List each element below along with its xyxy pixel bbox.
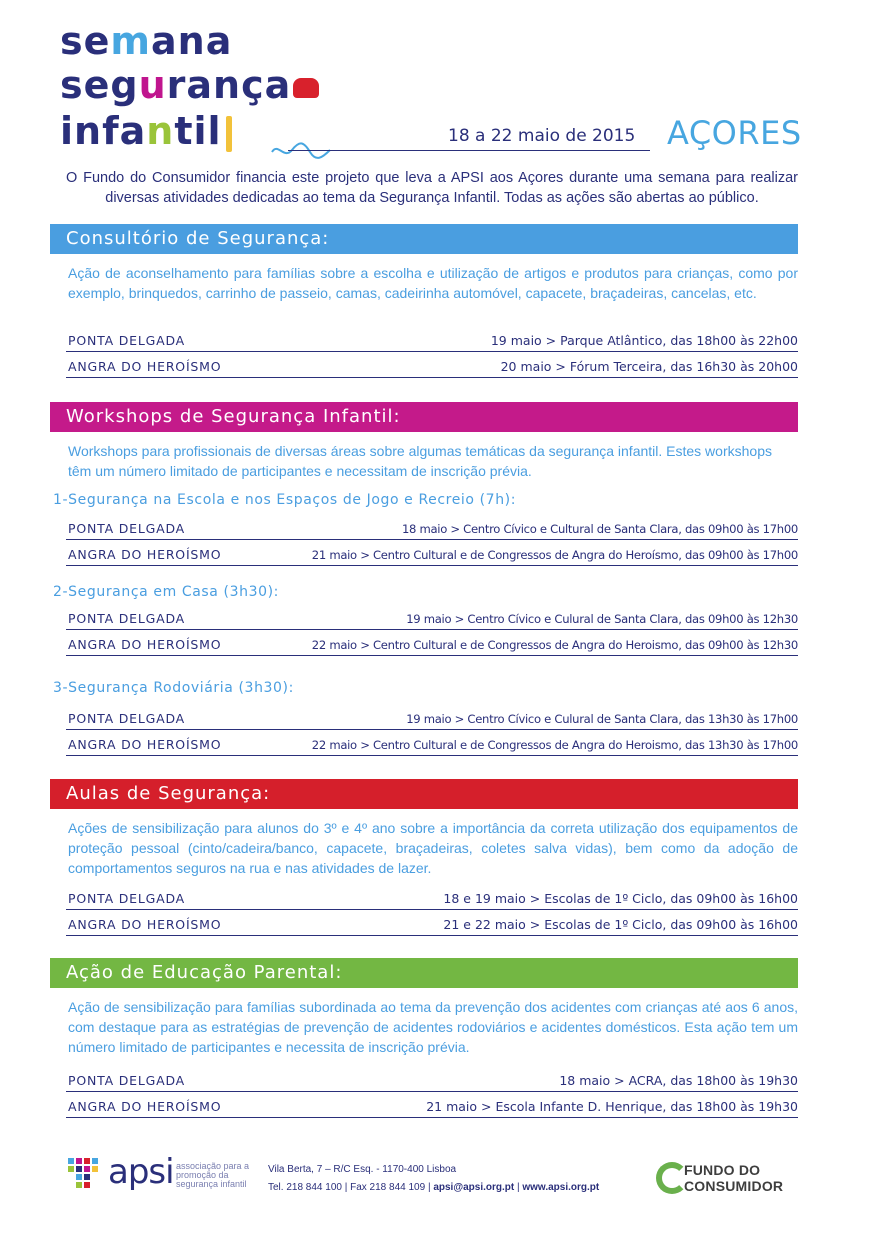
- section-aulas-header: Aulas de Segurança:: [50, 779, 798, 809]
- location: ANGRA DO HEROÍSMO: [68, 547, 222, 562]
- workshop-3-heading: 3-Segurança Rodoviária (3h30):: [53, 680, 294, 696]
- apsi-logo: [62, 1148, 262, 1198]
- section-parental-header: Ação de Educação Parental:: [50, 958, 798, 988]
- logo-word-seguranca: [60, 63, 319, 107]
- logo-text: ana: [151, 19, 233, 63]
- logo-text: u: [138, 63, 167, 107]
- footer-separator: |: [514, 1182, 523, 1193]
- schedule-detail: 22 maio > Centro Cultural e de Congressos de Angra do Heroismo, das 09h00 às 12h30: [311, 638, 798, 652]
- schedule-row: [66, 328, 798, 352]
- apsi-tagline: associação para a promoção da segurança infantil: [176, 1161, 250, 1189]
- workshop-2-heading: 2-Segurança em Casa (3h30):: [53, 584, 279, 600]
- car-icon: [293, 78, 319, 98]
- schedule-row: [66, 912, 798, 936]
- location: PONTA DELGADA: [68, 1073, 185, 1088]
- schedule-row: [66, 732, 798, 756]
- schedule-row: [66, 706, 798, 730]
- schedule-detail: 18 e 19 maio > Escolas de 1º Ciclo, das 09h00 às 16h00: [443, 891, 798, 906]
- logo-text: se: [60, 19, 111, 63]
- footer-website-link[interactable]: www.apsi.org.pt: [522, 1182, 600, 1193]
- schedule-detail: 22 maio > Centro Cultural e de Congressos de Angra do Heroismo, das 13h30 às 17h00: [311, 738, 798, 752]
- apsi-mark-icon: [62, 1152, 106, 1196]
- intro-paragraph: O Fundo do Consumidor financia este projeto que leva a APSI aos Açores durante uma semana para realizar diversas atividades dedicadas ao tema da Segurança Infantil. Todas as ações são abertas ao público.: [66, 170, 798, 206]
- schedule-detail: 18 maio > ACRA, das 18h00 às 19h30: [559, 1073, 798, 1088]
- workshops-description: Workshops para profissionais de diversas áreas sobre algumas temáticas da segurança infantil. Estes workshops têm um número limitado de participantes e necessitam de inscrição prévia.: [68, 443, 772, 479]
- schedule-detail: 21 maio > Centro Cultural e de Congressos de Angra do Heroísmo, das 09h00 às 17h00: [311, 548, 798, 562]
- consultorio-description: Ação de aconselhamento para famílias sobre a escolha e utilização de artigos e produtos para crianças, como por exemplo, brinquedos, carrinho de passeio, camas, cadeirinha automóvel, capacete, braçadeiras, cancelas, etc.: [68, 265, 798, 301]
- logo-text: infa: [60, 109, 147, 153]
- location: ANGRA DO HEROÍSMO: [68, 637, 222, 652]
- logo-word-semana: [60, 19, 233, 63]
- section-workshops-header: Workshops de Segurança Infantil:: [50, 402, 798, 432]
- logo-text: n: [146, 109, 175, 153]
- schedule-row: [66, 886, 798, 910]
- schedule-detail: 19 maio > Centro Cívico e Culural de Santa Clara, das 09h00 às 12h30: [406, 612, 798, 626]
- schedule-row: [66, 632, 798, 656]
- schedule-detail: 19 maio > Centro Cívico e Culural de Santa Clara, das 13h30 às 17h00: [406, 712, 798, 726]
- location: PONTA DELGADA: [68, 891, 185, 906]
- location: ANGRA DO HEROÍSMO: [68, 917, 222, 932]
- aulas-description: Ações de sensibilização para alunos do 3º e 4º ano sobre a importância da correta utilização dos equipamentos de proteção pessoal (cinto/cadeira/banco, capacete, braçadeiras, coletes salva vidas), bem como da adoção de comportamentos seguros na rua e nas atividades de lazer.: [68, 820, 798, 876]
- schedule-row: [66, 1094, 798, 1118]
- location: PONTA DELGADA: [68, 611, 185, 626]
- region-title: AÇORES: [667, 114, 802, 152]
- schedule-row: [66, 354, 798, 378]
- schedule-detail: 18 maio > Centro Cívico e Cultural de Santa Clara, das 09h00 às 17h00: [401, 522, 798, 536]
- schedule-detail: 21 maio > Escola Infante D. Henrique, das 18h00 às 19h30: [426, 1099, 798, 1114]
- section-consultorio-header: Consultório de Segurança:: [50, 224, 798, 254]
- location: ANGRA DO HEROÍSMO: [68, 1099, 222, 1114]
- location: PONTA DELGADA: [68, 333, 185, 348]
- fundo-do-consumidor-logo: [656, 1156, 806, 1200]
- schedule-row: [66, 542, 798, 566]
- event-dates: 18 a 22 maio de 2015: [448, 126, 636, 146]
- logo-text: rança: [166, 63, 292, 107]
- logo-text: seg: [60, 63, 139, 107]
- logo-text: m: [110, 19, 151, 63]
- schedule-row: [66, 1068, 798, 1092]
- workshop-1-heading: 1-Segurança na Escola e nos Espaços de Jogo e Recreio (7h):: [53, 492, 517, 508]
- schedule-detail: 21 e 22 maio > Escolas de 1º Ciclo, das 09h00 às 16h00: [443, 917, 798, 932]
- location: PONTA DELGADA: [68, 711, 185, 726]
- logo-text: til: [174, 109, 222, 153]
- location: ANGRA DO HEROÍSMO: [68, 737, 222, 752]
- location: ANGRA DO HEROÍSMO: [68, 359, 222, 374]
- date-underline: [288, 150, 650, 151]
- parental-description: Ação de sensibilização para famílias subordinada ao tema da prevenção dos acidentes com crianças até aos 6 anos, com destaque para as estratégias de prevenção de acidentes rodoviários e acidentes domésticos. Esta ação tem um número limitado de participantes e necessita de inscrição prévia.: [68, 999, 798, 1055]
- location: PONTA DELGADA: [68, 521, 185, 536]
- footer-address: Vila Berta, 7 – R/C Esq. - 1170-400 Lisboa: [268, 1164, 457, 1175]
- apsi-wordmark: apsi: [108, 1152, 174, 1192]
- schedule-row: [66, 516, 798, 540]
- footer-phones: Tel. 218 844 100 | Fax 218 844 109 |: [268, 1182, 434, 1193]
- footer-contacts: [268, 1182, 599, 1193]
- sponsor-name-line1: FUNDO DO: [684, 1162, 761, 1178]
- schedule-detail: 19 maio > Parque Atlântico, das 18h00 às 22h00: [490, 333, 798, 348]
- logo-word-infantil: [60, 109, 232, 153]
- semana-seguranca-infantil-logo: [60, 19, 292, 162]
- pencil-icon: [226, 116, 232, 152]
- schedule-row: [66, 606, 798, 630]
- sponsor-name-line2: CONSUMIDOR: [684, 1178, 784, 1194]
- schedule-detail: 20 maio > Fórum Terceira, das 16h30 às 20h00: [500, 359, 798, 374]
- footer-email-link[interactable]: apsi@apsi.org.pt: [433, 1182, 515, 1193]
